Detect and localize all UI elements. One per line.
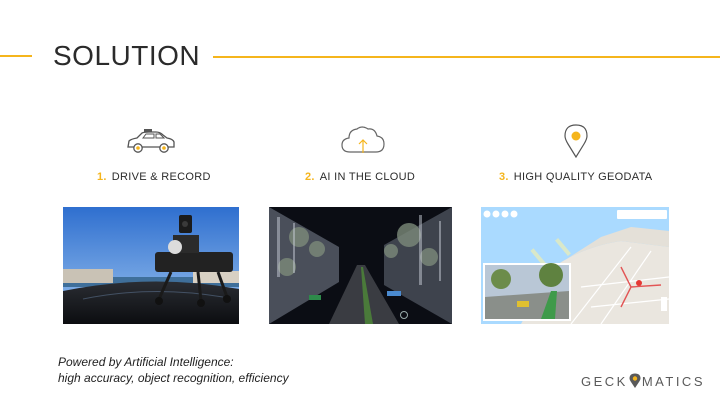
footer-line-1: Powered by Artificial Intelligence:: [58, 355, 234, 369]
car-icon: [125, 128, 177, 161]
cloud-upload-icon: [340, 124, 386, 161]
step-3-text: HIGH QUALITY GEODATA: [513, 171, 653, 183]
page-title: SOLUTION: [53, 40, 201, 71]
map-pin-icon: [564, 124, 588, 163]
logo-text-left: GECK: [581, 373, 628, 389]
logo-text-right: MATICS: [641, 373, 705, 389]
step-1-number: 1.: [97, 171, 107, 183]
logo-pin-icon: [629, 373, 641, 389]
step-2-number: 2.: [305, 171, 315, 183]
drive-record-photo: [63, 207, 239, 324]
step-2-label: [305, 171, 415, 183]
step-3-label: [499, 171, 652, 183]
footer-line-2: high accuracy, object recognition, efficiency: [58, 371, 289, 385]
footer-tagline: [58, 354, 289, 386]
step-3-number: 3.: [499, 171, 509, 183]
ai-cloud-photo: [269, 207, 452, 324]
step-1-label: [97, 171, 211, 183]
header-rule-left: [0, 55, 32, 57]
header-rule-right: [213, 56, 720, 58]
step-2-text: AI IN THE CLOUD: [319, 171, 416, 183]
geckomatics-logo: [581, 373, 705, 389]
step-1-text: DRIVE & RECORD: [111, 171, 211, 183]
geodata-map-photo: [481, 207, 669, 324]
